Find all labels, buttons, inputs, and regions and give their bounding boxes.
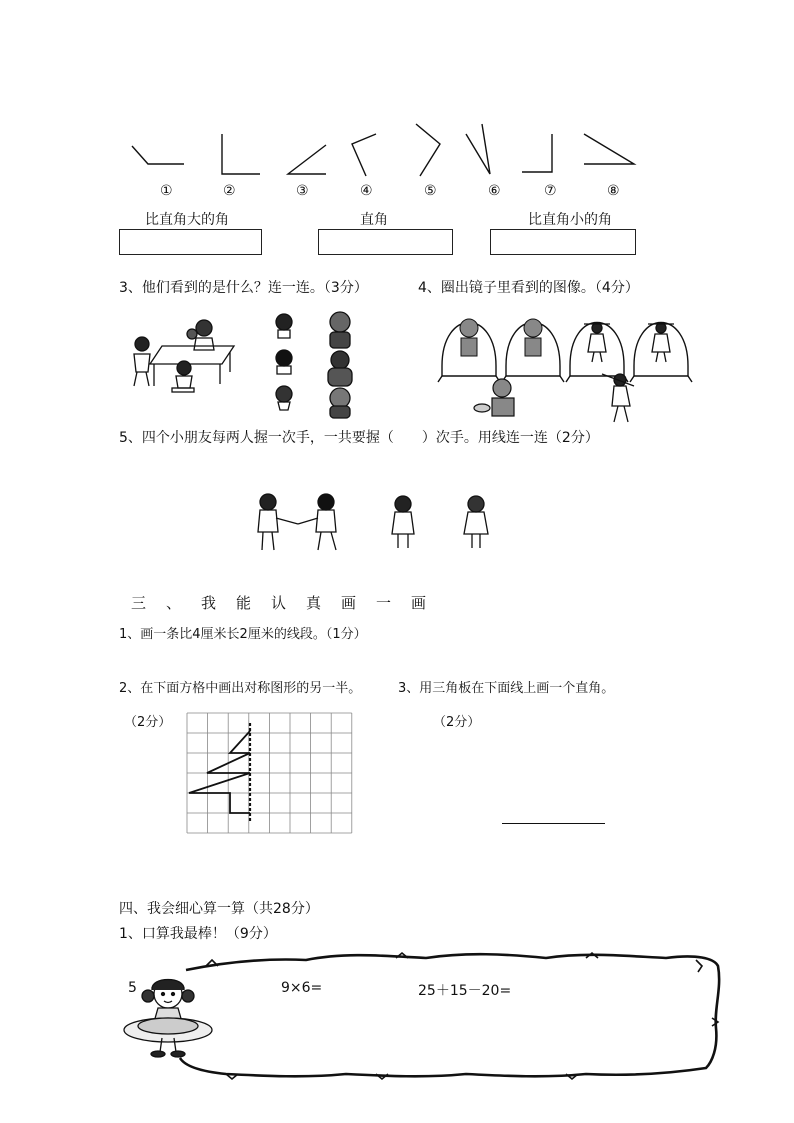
score-left: （2分）: [124, 715, 172, 730]
question-5: 5、四个小朋友每两人握一次手，一共要握（ ）次手。用线连一连（2分）: [119, 430, 599, 446]
mirror-images: [434, 298, 694, 428]
section-3-question-2: 2、在下面方格中画出对称图形的另一半。: [119, 681, 362, 696]
angle-label-4: ④: [360, 183, 373, 199]
calc-item-2: 9×6=: [281, 980, 323, 996]
section-3-question-1: 1、画一条比4厘米长2厘米的线段。（1分）: [119, 627, 367, 642]
angle-1: [132, 146, 184, 164]
section-3-question-3: 3、用三角板在下面线上画一个直角。: [398, 681, 615, 696]
handshake-children: [248, 492, 508, 554]
symmetry-grid[interactable]: [187, 713, 357, 833]
angle-8: [584, 134, 634, 164]
angle-label-2: ②: [223, 183, 236, 199]
angle-label-8: ⑧: [607, 183, 620, 199]
angle-7: [522, 134, 552, 172]
angle-2: [222, 134, 260, 174]
children-at-table-illustration: [122, 316, 252, 406]
viewer-figures: [268, 312, 308, 412]
toy-figures: [318, 310, 368, 420]
score-right: （2分）: [433, 715, 481, 730]
category-greater-than-right-angle: 比直角大的角: [145, 212, 229, 228]
right-angle-baseline[interactable]: [502, 823, 605, 824]
calc-item-3: 25＋15－20=: [418, 983, 512, 999]
category-right-angle: 直角: [360, 212, 388, 228]
question-3: 3、他们看到的是什么？连一连。（3分）: [119, 280, 368, 296]
angle-3: [288, 145, 326, 174]
section-4-question-1: 1、口算我最棒！（9分）: [119, 926, 277, 942]
angle-label-7: ⑦: [544, 183, 557, 199]
answer-box-right[interactable]: [318, 229, 453, 255]
angle-4: [352, 134, 376, 176]
answer-box-greater[interactable]: [119, 229, 262, 255]
angle-label-5: ⑤: [424, 183, 437, 199]
angle-5: [416, 124, 440, 176]
half-tree-figure: [189, 731, 250, 813]
answer-box-less[interactable]: [490, 229, 636, 255]
angle-label-3: ③: [296, 183, 309, 199]
section-3-title: 三 、 我 能 认 真 画 一 画: [131, 594, 427, 612]
angle-label-1: ①: [160, 183, 173, 199]
angle-figures: [0, 0, 794, 180]
calc-frame: [166, 948, 766, 1088]
section-4-title: 四、我会细心算一算（共28分）: [119, 901, 319, 917]
category-less-than-right-angle: 比直角小的角: [528, 212, 612, 228]
calc-item-1: 5: [128, 980, 137, 996]
angle-label-6: ⑥: [488, 183, 501, 199]
question-4: 4、圈出镜子里看到的图像。（4分）: [418, 280, 639, 296]
angle-6: [466, 124, 490, 174]
